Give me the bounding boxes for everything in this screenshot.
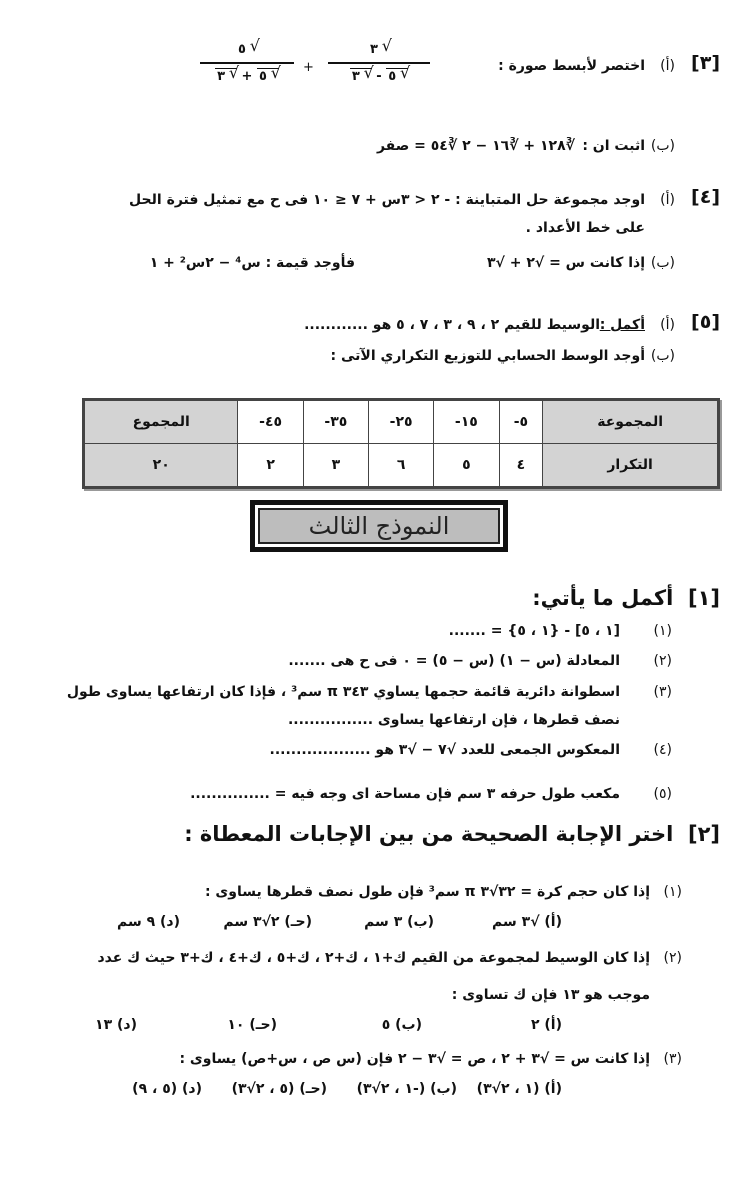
m3q2-item3-options <box>132 1081 562 1097</box>
m3q2-item1-options <box>117 914 562 930</box>
m3q2-item3-label: (٣) <box>663 1051 682 1067</box>
sqrt-radical: ٣ √ <box>350 68 372 85</box>
q3a-text: اختصر لأبسط صورة : <box>498 58 645 74</box>
q3a-label: (أ) <box>660 58 675 74</box>
question-4-number: [٤] <box>691 186 720 208</box>
option-d[interactable]: (د) (٥ ، ٩) <box>132 1081 202 1097</box>
question-5-number: [٥] <box>691 311 720 333</box>
q5a-complete: أكمل : <box>599 317 645 333</box>
q4a-line2: على خط الأعداد . <box>525 220 645 236</box>
option-c[interactable]: (حـ) (٥ ، ٢√٣) <box>231 1081 327 1097</box>
table-cell: ٢ <box>238 444 303 488</box>
q5a-text: الوسيط للقيم ٢ ، ٩ ، ٣ ، ٧ ، ٥ هو ............ <box>304 317 600 333</box>
option-a[interactable]: (أ) √٣ سم <box>492 914 562 930</box>
q3b-expression: ∛١٢٨ + ∛١٦ − ٢ ∛٥٤ = صفر <box>376 138 575 154</box>
sqrt-radical: ٥ √ <box>236 42 258 58</box>
m3q1-item4-text: المعكوس الجمعى للعدد √٧ − √٣ هو ................... <box>269 742 620 758</box>
fraction-sqrt5-over-sum: ٥ √ ٣ √ + ٥ √ <box>200 38 294 90</box>
table-cell: ٣ <box>303 444 368 488</box>
option-c[interactable]: (حـ) ٢√٣ سم <box>223 914 312 930</box>
table-cell: ٤٥- <box>238 400 303 444</box>
q4b-text: إذا كانت س = √٢ + √٣ <box>486 255 645 271</box>
m3q1-item2-text: المعادلة (س − ١) (س − ٥) = ٠ فى ح هى ....... <box>288 653 620 669</box>
m3q1-item3-text: اسطوانة دائرية قائمة حجمها يساوي ٣٤٣ π سم³ ، فإذا كان ارتفاعها يساوى طول <box>66 684 620 700</box>
m3q1-item5-label: (٥) <box>653 786 672 802</box>
model-title: النموذج الثالث <box>258 508 500 544</box>
sqrt-radical: ٥ √ <box>386 68 408 85</box>
q4b-label: (ب) <box>650 255 675 271</box>
m3q1-item4-label: (٤) <box>653 742 672 758</box>
row-header-frequency: التكرار <box>543 444 719 488</box>
m3q2-item1-label: (١) <box>663 884 682 900</box>
row-header-classes: المجموعة <box>543 400 719 444</box>
m3q2-item1-text: إذا كان حجم كرة = ٣٢√٣ π سم³ فإن طول نصف قطرها يساوى : <box>204 884 650 900</box>
option-d[interactable]: (د) ١٣ <box>95 1017 137 1033</box>
q5b-label: (ب) <box>650 348 675 364</box>
m3q2-item2-text2: موجب هو ١٣ فإن ك تساوى : <box>451 987 650 1003</box>
m3q1-item3-label: (٣) <box>653 684 672 700</box>
option-b[interactable]: (ب) ٣ سم <box>364 914 434 930</box>
option-b[interactable]: (ب) ٥ <box>381 1017 422 1033</box>
q5b-text: أوجد الوسط الحسابي للتوزيع التكراري الآتى : <box>330 348 645 364</box>
m3q1-item2-label: (٢) <box>653 653 672 669</box>
total-value: ٢٠ <box>84 444 238 488</box>
m3-q2-title: [٢] اختر الإجابة الصحيحة من بين الإجابات المعطاة : <box>184 822 720 846</box>
q3b-text: اثبت ان : <box>582 138 645 154</box>
table-cell: ٥ <box>434 444 499 488</box>
option-b[interactable]: (ب) (-١ ، ٢√٣) <box>356 1081 457 1097</box>
frequency-table <box>82 398 720 489</box>
table-row-frequencies <box>84 444 719 488</box>
table-cell: ١٥- <box>434 400 499 444</box>
m3q1-item3-text2: نصف قطرها ، فإن ارتفاعها يساوى ................ <box>287 712 620 728</box>
option-d[interactable]: (د) ٩ سم <box>116 914 180 930</box>
question-3-number: [٣] <box>691 52 720 74</box>
model-title-box <box>250 500 508 552</box>
plus-sign: + <box>303 60 314 75</box>
m3q2-item2-options <box>95 1017 562 1033</box>
fraction-sqrt3-over-diff: ٣ √ ٣ √ - ٥ √ <box>328 38 430 90</box>
q3b-label: (ب) <box>650 138 675 154</box>
q5a-label: (أ) <box>660 317 675 333</box>
m3q1-item5-text: مكعب طول حرفه ٣ سم فإن مساحة اى وجه فيه = ............... <box>190 786 620 802</box>
m3q2-item2-text: إذا كان الوسيط لمجموعة من القيم ك+١ ، ك+٢ ، ك+٥ ، ك+٤ ، ك+٣ حيث ك عدد <box>97 950 650 966</box>
table-cell: ٤ <box>499 444 543 488</box>
table-row-classes <box>84 400 719 444</box>
sqrt-radical: ٥ √ <box>257 68 279 85</box>
option-a[interactable]: (أ) ٢ <box>530 1017 562 1033</box>
q4a-label: (أ) <box>660 192 675 208</box>
sqrt-radical: ٣ √ <box>368 42 390 58</box>
q4a-line1: اوجد مجموعة حل المتباينة : - ٢ < ٣س + ٧ ≤ ١٠ فى ح مع تمثيل فترة الحل <box>129 192 645 208</box>
total-header: المجموع <box>84 400 238 444</box>
sqrt-radical: ٣ √ <box>215 68 237 85</box>
table-cell: ٥- <box>499 400 543 444</box>
option-c[interactable]: (حـ) ١٠ <box>227 1017 277 1033</box>
option-a[interactable]: (أ) (١ ، ٢√٣) <box>476 1081 562 1097</box>
m3q2-item2-label: (٢) <box>663 950 682 966</box>
table-cell: ٣٥- <box>303 400 368 444</box>
m3-q1-title: [١] أكمل ما يأتي: <box>532 586 720 610</box>
m3q1-item1-text: [١ ، ٥] - {١ ، ٥} = ....... <box>448 623 620 639</box>
m3q2-item3-text: إذا كانت س = √٣ + ٢ ، ص = √٣ − ٢ فإن (س ص ، س+ص) يساوى : <box>179 1051 650 1067</box>
table-cell: ٢٥- <box>368 400 433 444</box>
q4b-find: فأوجد قيمة : س⁴ − ٢س² + ١ <box>149 255 355 271</box>
table-cell: ٦ <box>368 444 433 488</box>
m3q1-item1-label: (١) <box>653 623 672 639</box>
